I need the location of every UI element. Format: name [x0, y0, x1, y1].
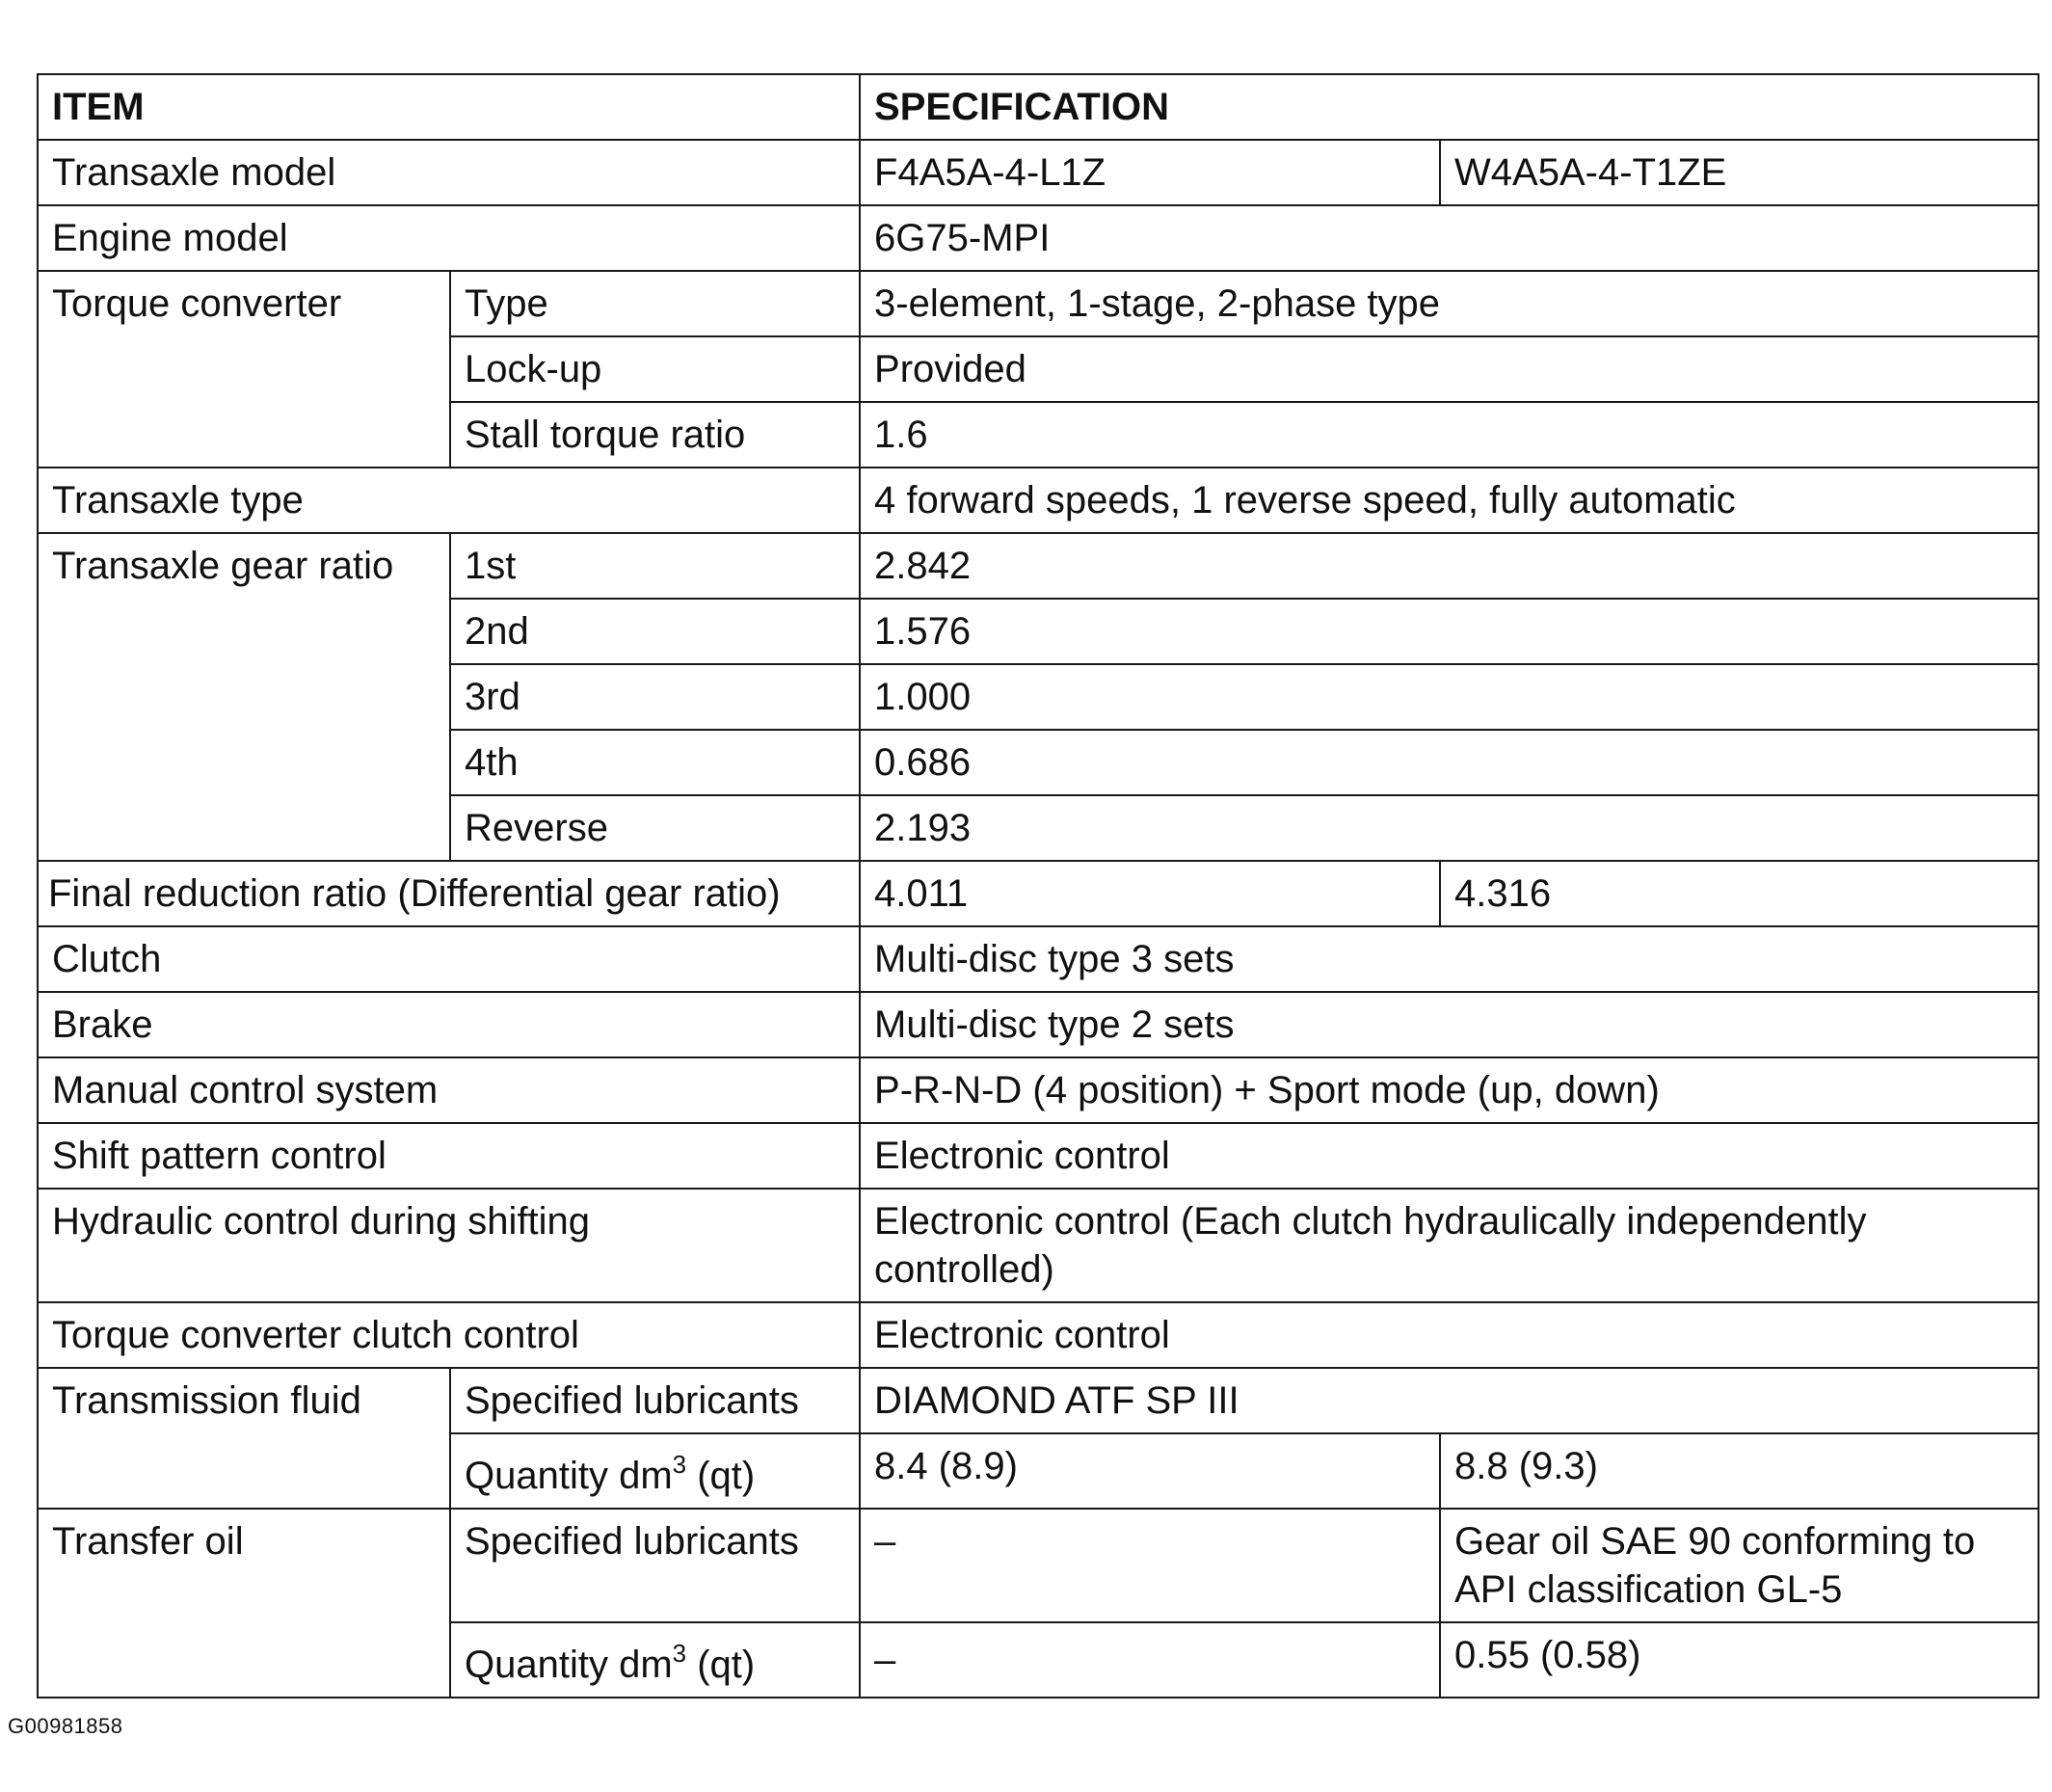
spec-value: 1.000	[860, 664, 2039, 730]
item-label: Final reduction ratio (Differential gear ratio)	[38, 861, 860, 926]
table-row	[38, 533, 2039, 599]
item-label: Hydraulic control during shifting	[38, 1189, 860, 1302]
table-row	[38, 468, 2039, 533]
spec-value: 8.4 (8.9)	[860, 1433, 1440, 1509]
spec-value: 1.576	[860, 599, 2039, 664]
spec-value: Electronic control	[860, 1302, 2039, 1368]
spec-value: 4 forward speeds, 1 reverse speed, fully automatic	[860, 468, 2039, 533]
quantity-label: Quantity dm	[465, 1455, 673, 1497]
sub-item-label	[450, 1622, 860, 1698]
unit-exponent: 3	[672, 1449, 687, 1479]
spec-value: DIAMOND ATF SP III	[860, 1368, 2039, 1433]
table-row	[38, 140, 2039, 205]
figure-id: G00981858	[8, 1714, 123, 1738]
specification-table	[37, 73, 2039, 1698]
sub-item-label: 1st	[450, 533, 860, 599]
quantity-unit: (qt)	[686, 1455, 756, 1497]
spec-value: 2.193	[860, 795, 2039, 861]
item-label: Brake	[38, 992, 860, 1057]
spec-value: –	[860, 1622, 1440, 1698]
table-row	[38, 1509, 2039, 1622]
item-label: Shift pattern control	[38, 1123, 860, 1189]
item-label: Torque converter	[38, 271, 450, 468]
spec-value: 4.316	[1440, 861, 2039, 926]
spec-value: 3-element, 1-stage, 2-phase type	[860, 271, 2039, 336]
header-row	[38, 74, 2039, 140]
sub-item-label: 4th	[450, 730, 860, 795]
spec-value: 2.842	[860, 533, 2039, 599]
table-row	[38, 1123, 2039, 1189]
item-label: Engine model	[38, 205, 860, 271]
sub-item-label: Stall torque ratio	[450, 402, 860, 468]
quantity-unit: (qt)	[686, 1644, 756, 1686]
specification-header: SPECIFICATION	[860, 74, 2039, 140]
table-row	[38, 205, 2039, 271]
item-label: Transfer oil	[38, 1509, 450, 1698]
spec-value: F4A5A-4-L1Z	[860, 140, 1440, 205]
table-row	[38, 1368, 2039, 1433]
spec-value: 8.8 (9.3)	[1440, 1433, 2039, 1509]
sub-item-label: 2nd	[450, 599, 860, 664]
spec-value: W4A5A-4-T1ZE	[1440, 140, 2039, 205]
spec-value: Multi-disc type 3 sets	[860, 926, 2039, 992]
table-row	[38, 1302, 2039, 1368]
sub-item-label	[450, 1433, 860, 1509]
table-row	[38, 1189, 2039, 1302]
item-header: ITEM	[38, 74, 860, 140]
item-label: Torque converter clutch control	[38, 1302, 860, 1368]
spec-value: 6G75-MPI	[860, 205, 2039, 271]
table-row	[38, 1057, 2039, 1123]
spec-value: Multi-disc type 2 sets	[860, 992, 2039, 1057]
sub-item-label: Lock-up	[450, 336, 860, 402]
item-label: Transaxle type	[38, 468, 860, 533]
item-label: Transaxle model	[38, 140, 860, 205]
item-label: Manual control system	[38, 1057, 860, 1123]
spec-value: –	[860, 1509, 1440, 1622]
spec-value: 1.6	[860, 402, 2039, 468]
sub-item-label: 3rd	[450, 664, 860, 730]
table-row	[38, 271, 2039, 336]
sub-item-label: Specified lubricants	[450, 1509, 860, 1622]
spec-value: P-R-N-D (4 position) + Sport mode (up, down)	[860, 1057, 2039, 1123]
table-row	[38, 992, 2039, 1057]
sub-item-label: Type	[450, 271, 860, 336]
table-row	[38, 926, 2039, 992]
item-label: Transaxle gear ratio	[38, 533, 450, 861]
spec-value: 4.011	[860, 861, 1440, 926]
spec-value: Gear oil SAE 90 conforming to API classification GL-5	[1440, 1509, 2039, 1622]
spec-value: 0.686	[860, 730, 2039, 795]
unit-exponent: 3	[672, 1638, 687, 1668]
sub-item-label: Reverse	[450, 795, 860, 861]
spec-value: Provided	[860, 336, 2039, 402]
item-label: Transmission fluid	[38, 1368, 450, 1509]
spec-value: Electronic control (Each clutch hydraulically independently controlled)	[860, 1189, 2039, 1302]
sub-item-label: Specified lubricants	[450, 1368, 860, 1433]
table-row	[38, 861, 2039, 926]
spec-value: Electronic control	[860, 1123, 2039, 1189]
quantity-label: Quantity dm	[465, 1644, 673, 1686]
item-label: Clutch	[38, 926, 860, 992]
spec-value: 0.55 (0.58)	[1440, 1622, 2039, 1698]
